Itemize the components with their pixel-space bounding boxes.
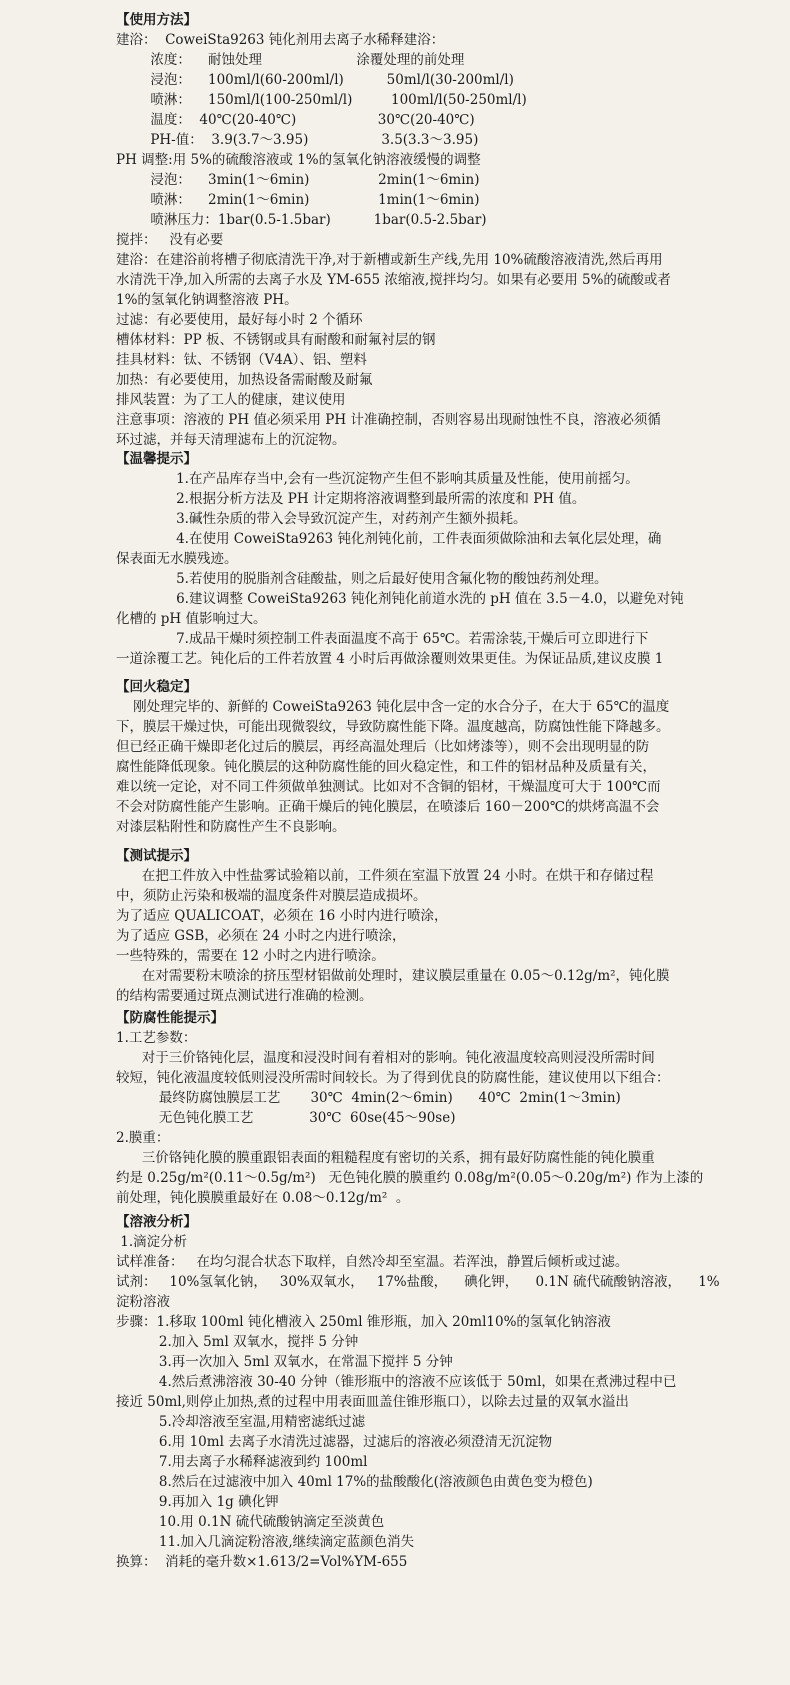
text-line: 8.然后在过滤液中加入 40ml 17%的盐酸酸化(溶液颜色由黄色变为橙色) xyxy=(116,1474,593,1490)
text-line: 最终防腐蚀膜层工艺 30℃ 4min(2～6min) 40℃ 2min(1～3min) xyxy=(116,1090,621,1106)
text-line: 3.再一次加入 5ml 双氧水，在常温下搅拌 5 分钟 xyxy=(116,1354,453,1370)
text-line: 7.用去离子水稀释滤液到约 100ml xyxy=(116,1454,368,1470)
section-heading: 【测试提示】 xyxy=(116,848,197,864)
text-line: 试样准备： 在均匀混合状态下取样，自然冷却至室温。若浑浊，静置后倾析或过滤。 xyxy=(116,1254,629,1270)
text-line: 环过滤，并每天清理滤布上的沉淀物。 xyxy=(116,432,346,448)
text-line: 换算： 消耗的毫升数×1.613/2=Vol%YM-655 xyxy=(116,1554,408,1570)
text-line: 在把工件放入中性盐雾试验箱以前，工件须在室温下放置 24 小时。在烘干和存储过程 xyxy=(116,868,654,884)
section-heading: 【使用方法】 xyxy=(116,12,197,28)
text-line: 排风装置：为了工人的健康，建议使用 xyxy=(116,392,346,408)
text-line: 2.根据分析方法及 PH 计定期将溶液调整到最所需的浓度和 PH 值。 xyxy=(116,491,586,507)
text-line: 槽体材料：PP 板、不锈钢或具有耐酸和耐氟衬层的钢 xyxy=(116,332,436,348)
text-line: 刚处理完毕的、新鲜的 CoweiSta9263 钝化层中含一定的水合分子，在大于 65℃的温度 xyxy=(116,699,670,715)
text-line: 1%的氢氧化钠调整溶液 PH。 xyxy=(116,292,298,308)
text-line: 2.膜重： xyxy=(116,1130,170,1146)
text-line: 4.然后煮沸溶液 30-40 分钟（锥形瓶中的溶液不应该低于 50ml，如果在煮沸过程中已 xyxy=(116,1374,677,1390)
text-line: 为了适应 QUALICOAT，必须在 16 小时内进行喷涂， xyxy=(116,908,448,924)
text-line: 浓度： 耐蚀处理 涂覆处理的前处理 xyxy=(116,52,465,68)
text-line: 较短，钝化液温度较低则浸没所需时间较长。为了得到优良的防腐性能，建议使用以下组合： xyxy=(116,1070,670,1086)
text-line: 化槽的 pH 值影响过大。 xyxy=(116,611,267,627)
text-line: 约是 0.25g/m²(0.11～0.5g/m²) 无色钝化膜的膜重约 0.08g/m²(0.05～0.20g/m²) 作为上漆的 xyxy=(116,1170,704,1186)
text-line: 温度： 40℃(20-40℃) 30℃(20-40℃) xyxy=(116,112,475,128)
text-line: 保表面无水膜残迹。 xyxy=(116,551,238,567)
text-line: 腐性能降低现象。钝化膜层的这种防腐性能的回火稳定性，和工件的铝材品种及质量有关， xyxy=(116,759,656,775)
text-line: 中，须防止污染和极端的温度条件对膜层造成损坏。 xyxy=(116,888,427,904)
text-line: 2.加入 5ml 双氧水，搅拌 5 分钟 xyxy=(116,1334,359,1350)
text-line: 过滤：有必要使用，最好每小时 2 个循环 xyxy=(116,312,363,328)
text-line: 难以统一定论，对不同工件须做单独测试。比如对不含铜的铝材，干燥温度可大于 100℃而 xyxy=(116,779,661,795)
text-line: 接近 50ml,则停止加热,煮的过程中用表面皿盖住锥形瓶口），以除去过量的双氧水溢出 xyxy=(116,1394,629,1410)
section-heading: 【温馨提示】 xyxy=(116,451,197,467)
text-line: 5.冷却溶液至室温,用精密滤纸过滤 xyxy=(116,1414,366,1430)
text-line: 下，膜层干燥过快，可能出现微裂纹，导致防腐性能下降。温度越高，防腐蚀性能下降越多。 xyxy=(116,719,670,735)
text-line: 喷淋： 150ml/l(100-250ml/l) 100ml/l(50-250ml/l) xyxy=(116,92,527,108)
text-line: 一道涂覆工艺。钝化后的工件若放置 4 小时后再做涂覆则效果更佳。为保证品质,建议皮膜 1 xyxy=(116,651,664,667)
text-line: 7.成品干燥时须控制工件表面温度不高于 65℃。若需涂装,干燥后可立即进行下 xyxy=(116,631,649,647)
text-line: 4.在使用 CoweiSta9263 钝化剂钝化前，工件表面须做除油和去氧化层处理，确 xyxy=(116,531,662,547)
text-line: 9.再加入 1g 碘化钾 xyxy=(116,1494,279,1510)
text-line: 3.碱性杂质的带入会导致沉淀产生，对药剂产生额外损耗。 xyxy=(116,511,527,527)
text-line: 对于三价铬钝化层，温度和浸没时间有着相对的影响。钝化液温度较高则浸没所需时间 xyxy=(116,1050,655,1066)
text-line: 三价铬钝化膜的膜重跟铝表面的粗糙程度有密切的关系，拥有最好防腐性能的钝化膜重 xyxy=(116,1150,655,1166)
text-line: 的结构需要通过斑点测试进行准确的检测。 xyxy=(116,988,373,1004)
text-line: 建浴：在建浴前将槽子彻底清洗干净,对于新槽或新生产线,先用 10%硫酸溶液清洗,然后再用 xyxy=(116,252,663,268)
text-line: 加热：有必要使用，加热设备需耐酸及耐氟 xyxy=(116,372,373,388)
text-line: 一些特殊的，需要在 12 小时之内进行喷涂。 xyxy=(116,948,385,964)
text-line: 对漆层粘附性和防腐性产生不良影响。 xyxy=(116,819,346,835)
text-line: 步骤：1.移取 100ml 钝化槽液入 250ml 锥形瓶，加入 20ml10%的氢氧化钠溶液 xyxy=(116,1314,611,1330)
text-line: 前处理，钝化膜膜重最好在 0.08～0.12g/m² 。 xyxy=(116,1190,410,1206)
text-line: 6.建议调整 CoweiSta9263 钝化剂钝化前道水洗的 pH 值在 3.5－4.0，以避免对钝 xyxy=(116,591,684,607)
text-line: 不会对防腐性能产生影响。正确干燥后的钝化膜层，在喷漆后 160－200℃的烘烤高温不会 xyxy=(116,799,660,815)
text-line: 11.加入几滴淀粉溶液,继续滴定蓝颜色消失 xyxy=(116,1534,415,1550)
text-line: 喷淋压力：1bar(0.5-1.5bar) 1bar(0.5-2.5bar) xyxy=(116,212,487,228)
text-line: 喷淋： 2min(1～6min) 1min(1～6min) xyxy=(116,192,480,208)
text-line: 建浴： CoweiSta9263 钝化剂用去离子水稀释建浴： xyxy=(116,32,445,48)
text-line: 1.在产品库存当中,会有一些沉淀物产生但不影响其质量及性能，使用前摇匀。 xyxy=(116,471,639,487)
text-line: 挂具材料：钛、不锈钢（V4A）、铝、塑料 xyxy=(116,352,367,368)
text-line: PH-值： 3.9(3.7～3.95) 3.5(3.3～3.95) xyxy=(116,132,479,148)
text-line: 在对需要粉末喷涂的挤压型材铝做前处理时，建议膜层重量在 0.05～0.12g/m²，钝化膜 xyxy=(116,968,670,984)
section-heading: 【防腐性能提示】 xyxy=(116,1010,224,1026)
text-line: 1.工艺参数： xyxy=(116,1030,197,1046)
text-line: 为了适应 GSB，必须在 24 小时之内进行喷涂， xyxy=(116,928,406,944)
text-line: 1.滴淀分析 xyxy=(116,1234,188,1250)
text-line: 5.若使用的脱脂剂含硅酸盐，则之后最好使用含氟化物的酸蚀药剂处理。 xyxy=(116,571,608,587)
text-line: 但已经正确干燥即老化过后的膜层，再经高温处理后（比如烤漆等），则不会出现明显的防 xyxy=(116,739,650,755)
section-heading: 【回火稳定】 xyxy=(116,679,197,695)
text-line: 搅拌： 没有必要 xyxy=(116,232,224,248)
text-line: 无色钝化膜工艺 30℃ 60se(45～90se) xyxy=(116,1110,456,1126)
text-line: 水清洗干净,加入所需的去离子水及 YM-655 浓缩液,搅拌均匀。如果有必要用 5%的硫酸或者 xyxy=(116,272,671,288)
section-heading: 【溶液分析】 xyxy=(116,1214,197,1230)
text-line: PH 调整:用 5%的硫酸溶液或 1%的氢氧化钠溶液缓慢的调整 xyxy=(116,152,481,168)
text-line: 试剂： 10%氢氧化钠， 30%双氧水， 17%盐酸， 碘化钾， 0.1N 硫代硫酸钠溶液， 1% xyxy=(116,1274,720,1290)
text-line: 10.用 0.1N 硫代硫酸钠滴定至淡黄色 xyxy=(116,1514,385,1530)
text-line: 淀粉溶液 xyxy=(116,1294,170,1310)
text-line: 注意事项：溶液的 PH 值必须采用 PH 计准确控制，否则容易出现耐蚀性不良，溶液必须循 xyxy=(116,412,661,428)
text-line: 浸泡： 3min(1～6min) 2min(1～6min) xyxy=(116,172,480,188)
text-line: 浸泡： 100ml/l(60-200ml/l) 50ml/l(30-200ml/l) xyxy=(116,72,514,88)
text-line: 6.用 10ml 去离子水清洗过滤器，过滤后的溶液必须澄清无沉淀物 xyxy=(116,1434,553,1450)
